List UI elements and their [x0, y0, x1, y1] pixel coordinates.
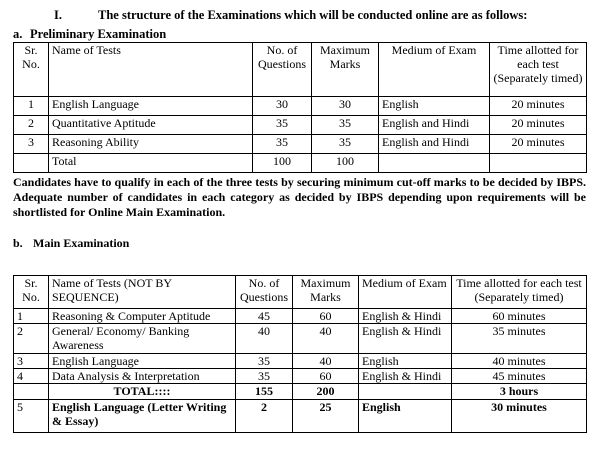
cell-name: English Language: [49, 97, 253, 116]
section-heading: [54, 8, 527, 23]
cell-name: Reasoning Ability: [49, 135, 253, 154]
table-row: [14, 135, 587, 154]
table-row: [14, 309, 587, 324]
total-row: [14, 384, 587, 400]
cell-medium: English & Hindi: [359, 324, 452, 354]
header-time: Time allotted for each test (Separately timed): [490, 43, 587, 97]
header-medium: Medium of Exam: [359, 276, 452, 309]
cell-marks: 60: [293, 369, 359, 384]
cell-time: 20 minutes: [490, 116, 587, 135]
cell-name: English Language (Letter Writing & Essay): [49, 400, 236, 433]
cell-marks: 40: [293, 354, 359, 369]
section-number: I.: [54, 8, 62, 22]
main-label: b.: [13, 236, 23, 250]
cell-marks: 25: [293, 400, 359, 433]
total-label: Total: [49, 154, 253, 173]
cell-time: 35 minutes: [452, 324, 587, 354]
prelim-label: a.: [13, 27, 23, 41]
total-marks: 100: [312, 154, 379, 173]
header-time: Time allotted for each test (Separately timed): [452, 276, 587, 309]
cell-name: Data Analysis & Interpretation: [49, 369, 236, 384]
total-marks: 200: [293, 384, 359, 400]
cell-questions: 2: [236, 400, 293, 433]
cell-medium: English and Hindi: [379, 116, 490, 135]
header-marks: Maximum Marks: [293, 276, 359, 309]
cell-time: 40 minutes: [452, 354, 587, 369]
cell-sr: 3: [14, 354, 49, 369]
table-header-row: [14, 276, 587, 309]
cell-medium-empty: [379, 154, 490, 173]
cell-questions: 30: [253, 97, 312, 116]
cell-time: 20 minutes: [490, 97, 587, 116]
cell-name: Quantitative Aptitude: [49, 116, 253, 135]
cell-marks: 30: [312, 97, 379, 116]
table-row: [14, 369, 587, 384]
cell-marks: 35: [312, 135, 379, 154]
prelim-title-text: Preliminary Examination: [30, 27, 167, 41]
cell-questions: 35: [253, 116, 312, 135]
cell-name: Reasoning & Computer Aptitude: [49, 309, 236, 324]
header-name: Name of Tests: [49, 43, 253, 97]
table-header-row: [14, 43, 587, 97]
cell-sr: 1: [14, 97, 49, 116]
cell-sr: 2: [14, 116, 49, 135]
cell-sr: 3: [14, 135, 49, 154]
cell-sr-empty: [14, 154, 49, 173]
cell-medium: English & Hindi: [359, 369, 452, 384]
header-sr: Sr. No.: [14, 43, 49, 97]
cell-marks: 40: [293, 324, 359, 354]
table-row: [14, 324, 587, 354]
total-label: TOTAL::::: [49, 384, 236, 400]
header-medium: Medium of Exam: [379, 43, 490, 97]
total-questions: 155: [236, 384, 293, 400]
total-row: [14, 154, 587, 173]
cell-time: 60 minutes: [452, 309, 587, 324]
total-time: 3 hours: [452, 384, 587, 400]
cell-sr: 4: [14, 369, 49, 384]
cell-time-empty: [490, 154, 587, 173]
cell-questions: 45: [236, 309, 293, 324]
cell-sr: 2: [14, 324, 49, 354]
cell-name: English Language: [49, 354, 236, 369]
cell-medium: English & Hindi: [359, 309, 452, 324]
cell-medium: English: [359, 400, 452, 433]
cell-name: General/ Economy/ Banking Awareness: [49, 324, 236, 354]
cell-marks: 35: [312, 116, 379, 135]
table-row: [14, 97, 587, 116]
cell-time: 45 minutes: [452, 369, 587, 384]
cell-medium-empty: [359, 384, 452, 400]
header-name: Name of Tests (NOT BY SEQUENCE): [49, 276, 236, 309]
cell-questions: 35: [253, 135, 312, 154]
cell-marks: 60: [293, 309, 359, 324]
qualification-note: Candidates have to qualify in each of the three tests by securing minimum cut-off marks to be decided by IBPS. Adequate number of candidates in each category as decided by IBPS depending upon requirements will be shortlisted for Online Main Examination.: [13, 175, 586, 219]
header-questions: No. of Questions: [253, 43, 312, 97]
table-row: [14, 116, 587, 135]
cell-sr: 1: [14, 309, 49, 324]
header-sr: Sr. No.: [14, 276, 49, 309]
cell-medium: English and Hindi: [379, 135, 490, 154]
header-questions: No. of Questions: [236, 276, 293, 309]
extra-row: [14, 400, 587, 433]
main-title-text: Main Examination: [33, 236, 130, 250]
main-table: [13, 275, 587, 433]
cell-time: 30 minutes: [452, 400, 587, 433]
cell-sr: 5: [14, 400, 49, 433]
prelim-title: [13, 27, 166, 42]
main-title: [13, 236, 129, 251]
cell-medium: English: [359, 354, 452, 369]
header-marks: Maximum Marks: [312, 43, 379, 97]
cell-questions: 35: [236, 354, 293, 369]
cell-questions: 40: [236, 324, 293, 354]
cell-medium: English: [379, 97, 490, 116]
cell-time: 20 minutes: [490, 135, 587, 154]
cell-questions: 35: [236, 369, 293, 384]
table-row: [14, 354, 587, 369]
prelim-table: [13, 42, 587, 173]
section-heading-text: The structure of the Examinations which will be conducted online are as follows:: [98, 8, 528, 22]
total-questions: 100: [253, 154, 312, 173]
cell-sr-empty: [14, 384, 49, 400]
